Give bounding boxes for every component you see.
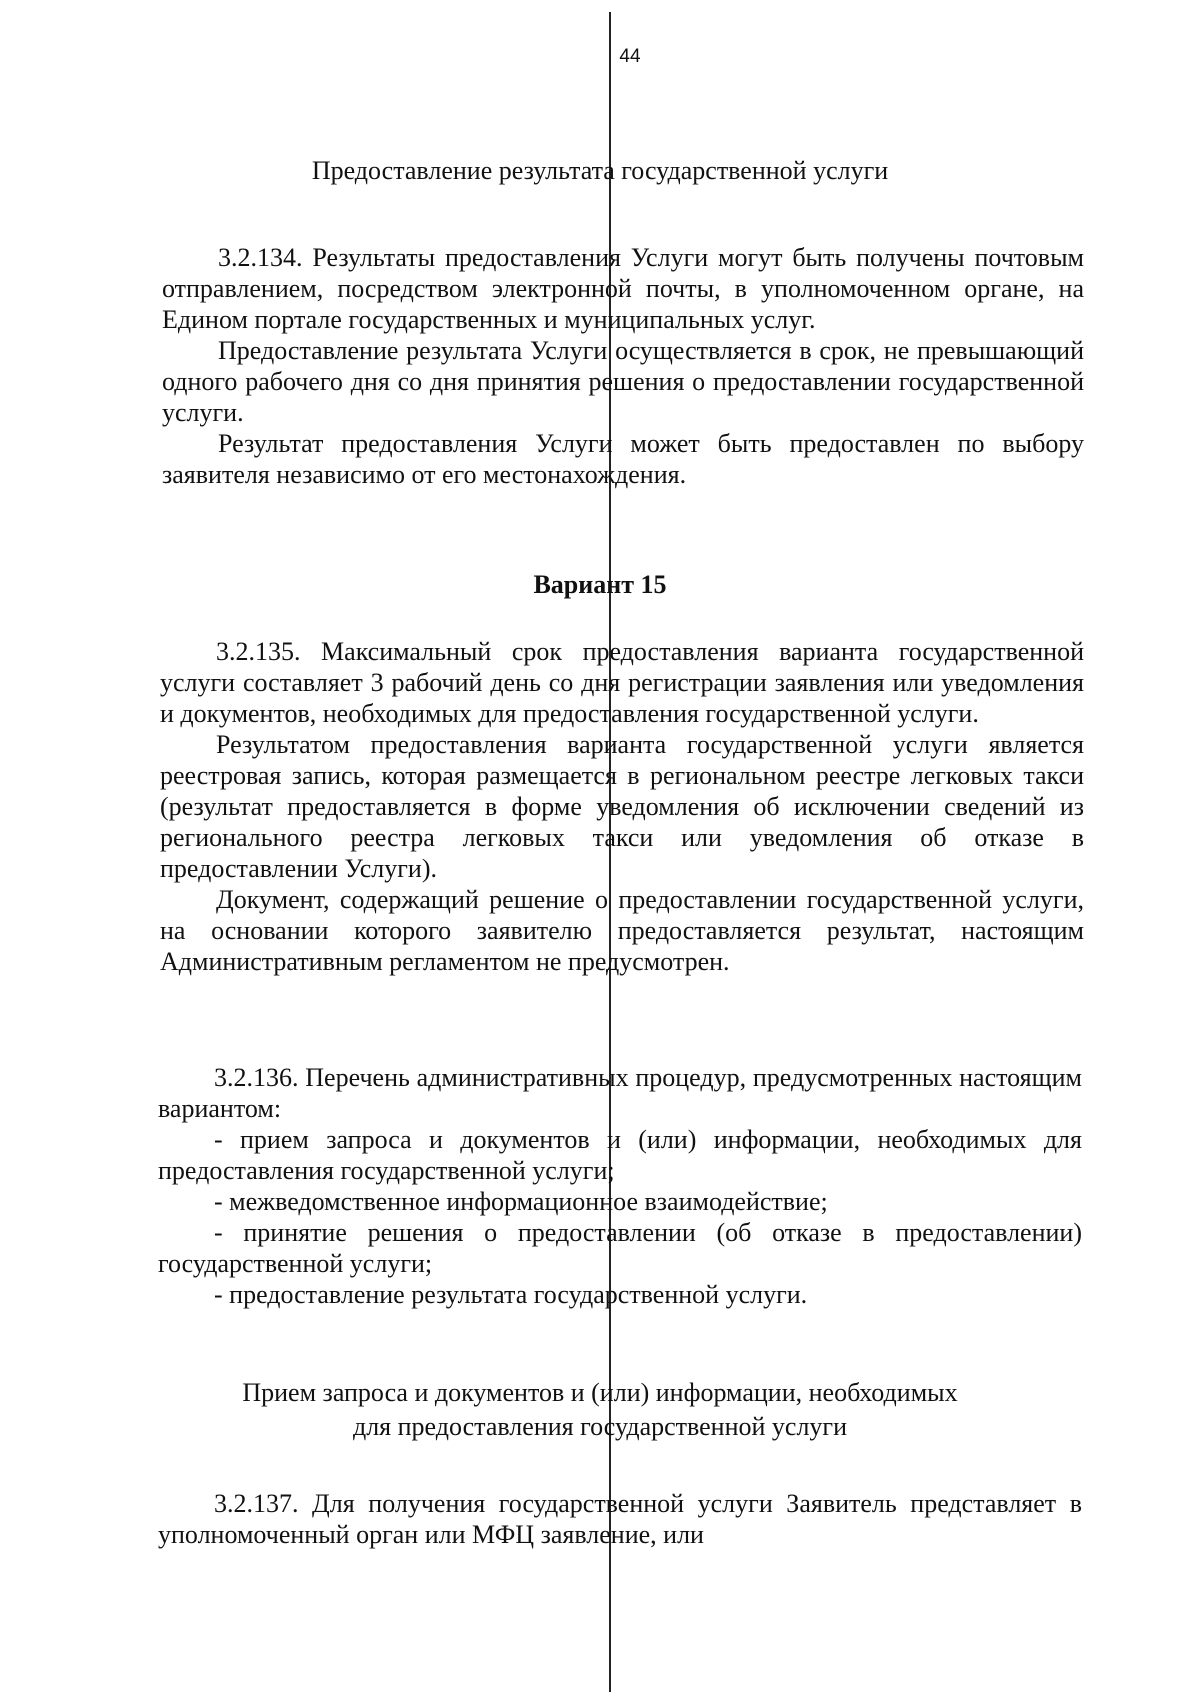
paragraph: 3.2.137. Для получения государственной услуги Заявитель представляет в уполномоченный орган или МФЦ заявление, или [158, 1489, 1082, 1549]
heading-line: Прием запроса и документов и (или) информации, необходимых [242, 1378, 958, 1407]
section-result-body [162, 242, 1084, 490]
list-item: - принятие решения о предоставлении (об отказе в предоставлении) государственной услуги; [158, 1218, 1082, 1278]
paragraph: 3.2.135. Максимальный срок предоставления варианта государственной услуги составляет 3 рабочий день со дня регистрации заявления или уведомления и документов, необходимых для предоставления государственной услуги. [160, 637, 1084, 728]
paragraph: Результатом предоставления варианта государственной услуги является реестровая запись, которая размещается в региональном реестре легковых такси (результат предоставляется в форме уведомления об исключении сведений из регионального реестра легковых такси или уведомления об отказе в предоставлении Услуги). [160, 730, 1084, 883]
paragraph: Результат предоставления Услуги может быть предоставлен по выбору заявителя независимо от его местонахождения. [162, 429, 1084, 489]
list-item: - прием запроса и документов и (или) информации, необходимых для предоставления государственной услуги; [158, 1125, 1082, 1185]
variant-heading: Вариант 15 [533, 570, 667, 599]
paragraph: Предоставление результата Услуги осуществляется в срок, не превышающий одного рабочего дня со дня принятия решения о предоставлении государственной услуги. [162, 336, 1084, 427]
procedures-intro: 3.2.136. Перечень административных процедур, предусмотренных настоящим вариантом: [158, 1063, 1082, 1123]
paragraph: Документ, содержащий решение о предоставлении государственной услуги, на основании которого заявителю предоставляется результат, настоящим Административным регламентом не предусмотрен. [160, 885, 1084, 976]
list-item: - предоставление результата государственной услуги. [214, 1280, 808, 1309]
list-item: - межведомственное информационное взаимодействие; [214, 1187, 828, 1216]
heading-line: для предоставления государственной услуги [352, 1412, 848, 1441]
procedures-list [158, 1062, 1082, 1310]
page-number: 44 [619, 46, 641, 67]
section-heading-intake [150, 1376, 1050, 1444]
section-heading-result: Предоставление результата государственной услуги [311, 156, 889, 185]
paragraph: 3.2.134. Результаты предоставления Услуги могут быть получены почтовым отправлением, посредством электронной почты, в уполномоченном органе, на Едином портале государственных и муниципальных услуг. [162, 243, 1084, 334]
variant-body [160, 636, 1084, 977]
section-intake-body [158, 1488, 1082, 1550]
